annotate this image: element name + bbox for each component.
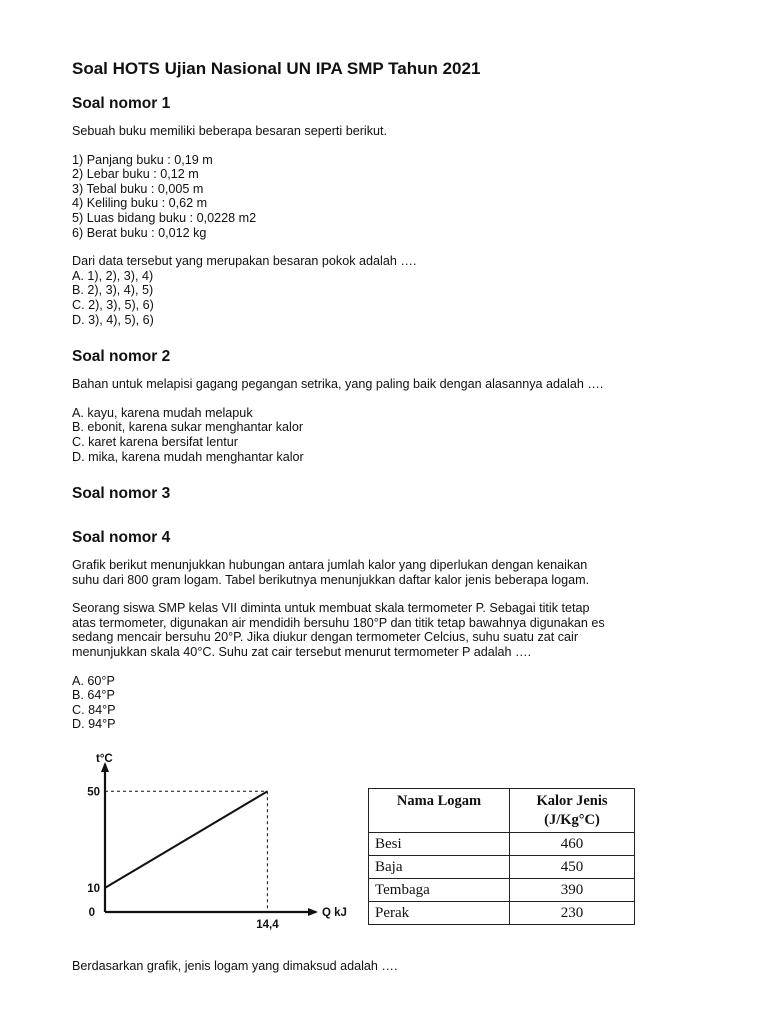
metal-name: Perak xyxy=(369,902,510,925)
q1-item: 4) Keliling buku : 0,62 m xyxy=(72,196,208,211)
x-tick-label-14-4: 14,4 xyxy=(256,919,279,932)
temperature-heat-graph xyxy=(72,750,362,935)
q1-item: 6) Berat buku : 0,012 kg xyxy=(72,225,207,240)
specific-heat-value: 390 xyxy=(510,879,635,902)
q4-para2-line: sedang mencair bersuhu 20°P. Jika diukur dengan termometer Celcius, suhu suatu zat cair xyxy=(72,630,579,645)
specific-heat-table xyxy=(368,788,635,925)
q2-option-d: D. mika, karena mudah menghantar kalor xyxy=(72,449,304,464)
header-specific-heat-title: Kalor Jenis xyxy=(536,792,608,809)
q1-item: 2) Lebar buku : 0,12 m xyxy=(72,167,199,182)
q4-para1-line: suhu dari 800 gram logam. Tabel berikutnya menunjukkan daftar kalor jenis beberapa logam. xyxy=(72,572,590,587)
table-row xyxy=(369,902,635,925)
table-row xyxy=(369,833,635,856)
q1-option-b: B. 2), 3), 4), 5) xyxy=(72,283,154,298)
metal-name: Besi xyxy=(369,833,510,856)
figure-row xyxy=(72,750,692,935)
q1-option-d: D. 3), 4), 5), 6) xyxy=(72,312,154,327)
q3-heading: Soal nomor 3 xyxy=(72,485,171,503)
q2-option-b: B. ebonit, karena sukar menghantar kalor xyxy=(72,420,304,435)
q4-para2-line: atas termometer, digunakan air mendidih bersuhu 180°P dan titik tetap bawahnya digunakan es xyxy=(72,615,605,630)
q2-heading: Soal nomor 2 xyxy=(72,348,171,366)
q4-option-d: D. 94°P xyxy=(72,717,116,732)
q4-para2-line: Seorang siswa SMP kelas VII diminta untuk membuat skala termometer P. Sebagai titik tetap xyxy=(72,601,590,616)
header-metal-name: Nama Logam xyxy=(369,789,510,833)
q1-option-c: C. 2), 3), 5), 6) xyxy=(72,297,154,312)
document xyxy=(72,58,692,974)
header-specific-heat xyxy=(510,789,635,833)
q1-intro: Sebuah buku memiliki beberapa besaran seperti berikut. xyxy=(72,124,388,138)
q4-para1-line: Grafik berikut menunjukkan hubungan antara jumlah kalor yang diperlukan dengan kenaikan xyxy=(72,558,588,573)
q4-closing-question: Berdasarkan grafik, jenis logam yang dimaksud adalah …. xyxy=(72,959,398,974)
y-tick-label-50: 50 xyxy=(87,786,100,799)
metal-name: Tembaga xyxy=(369,879,510,902)
q1-heading: Soal nomor 1 xyxy=(72,95,171,112)
specific-heat-value: 450 xyxy=(510,856,635,879)
q1-item: 5) Luas bidang buku : 0,0228 m2 xyxy=(72,210,257,225)
table-row xyxy=(369,856,635,879)
q4-para2-line: menunjukkan skala 40°C. Suhu zat cair tersebut menurut termometer P adalah …. xyxy=(72,645,532,660)
q1-option-a: A. 1), 2), 3), 4) xyxy=(72,268,154,283)
q2-option-c: C. karet karena bersifat lentur xyxy=(72,434,238,449)
metal-name: Baja xyxy=(369,856,510,879)
q1-item: 1) Panjang buku : 0,19 m xyxy=(72,152,213,167)
document-title: Soal HOTS Ujian Nasional UN IPA SMP Tahun 2021 xyxy=(72,59,481,78)
q4-option-b: B. 64°P xyxy=(72,688,115,703)
q4-heading: Soal nomor 4 xyxy=(72,529,171,547)
x-axis-label: Q kJ xyxy=(322,907,347,920)
q1-question: Dari data tersebut yang merupakan besaran pokok adalah …. xyxy=(72,254,417,269)
q2-option-a: A. kayu, karena mudah melapuk xyxy=(72,405,253,420)
specific-heat-value: 460 xyxy=(510,833,635,856)
q1-item: 3) Tebal buku : 0,005 m xyxy=(72,181,204,196)
header-specific-heat-unit: (J/Kg°C) xyxy=(544,811,600,828)
q4-option-c: C. 84°P xyxy=(72,702,116,717)
y-axis-label: t°C xyxy=(96,753,113,766)
y-tick-label-0: 0 xyxy=(88,907,95,920)
q2-question: Bahan untuk melapisi gagang pegangan setrika, yang paling baik dengan alasannya adalah …. xyxy=(72,377,604,392)
table-header-row xyxy=(369,789,635,833)
table-row xyxy=(369,879,635,902)
data-line xyxy=(105,791,267,888)
y-tick-label-10: 10 xyxy=(87,882,100,895)
q4-option-a: A. 60°P xyxy=(72,673,115,688)
specific-heat-value: 230 xyxy=(510,902,635,925)
